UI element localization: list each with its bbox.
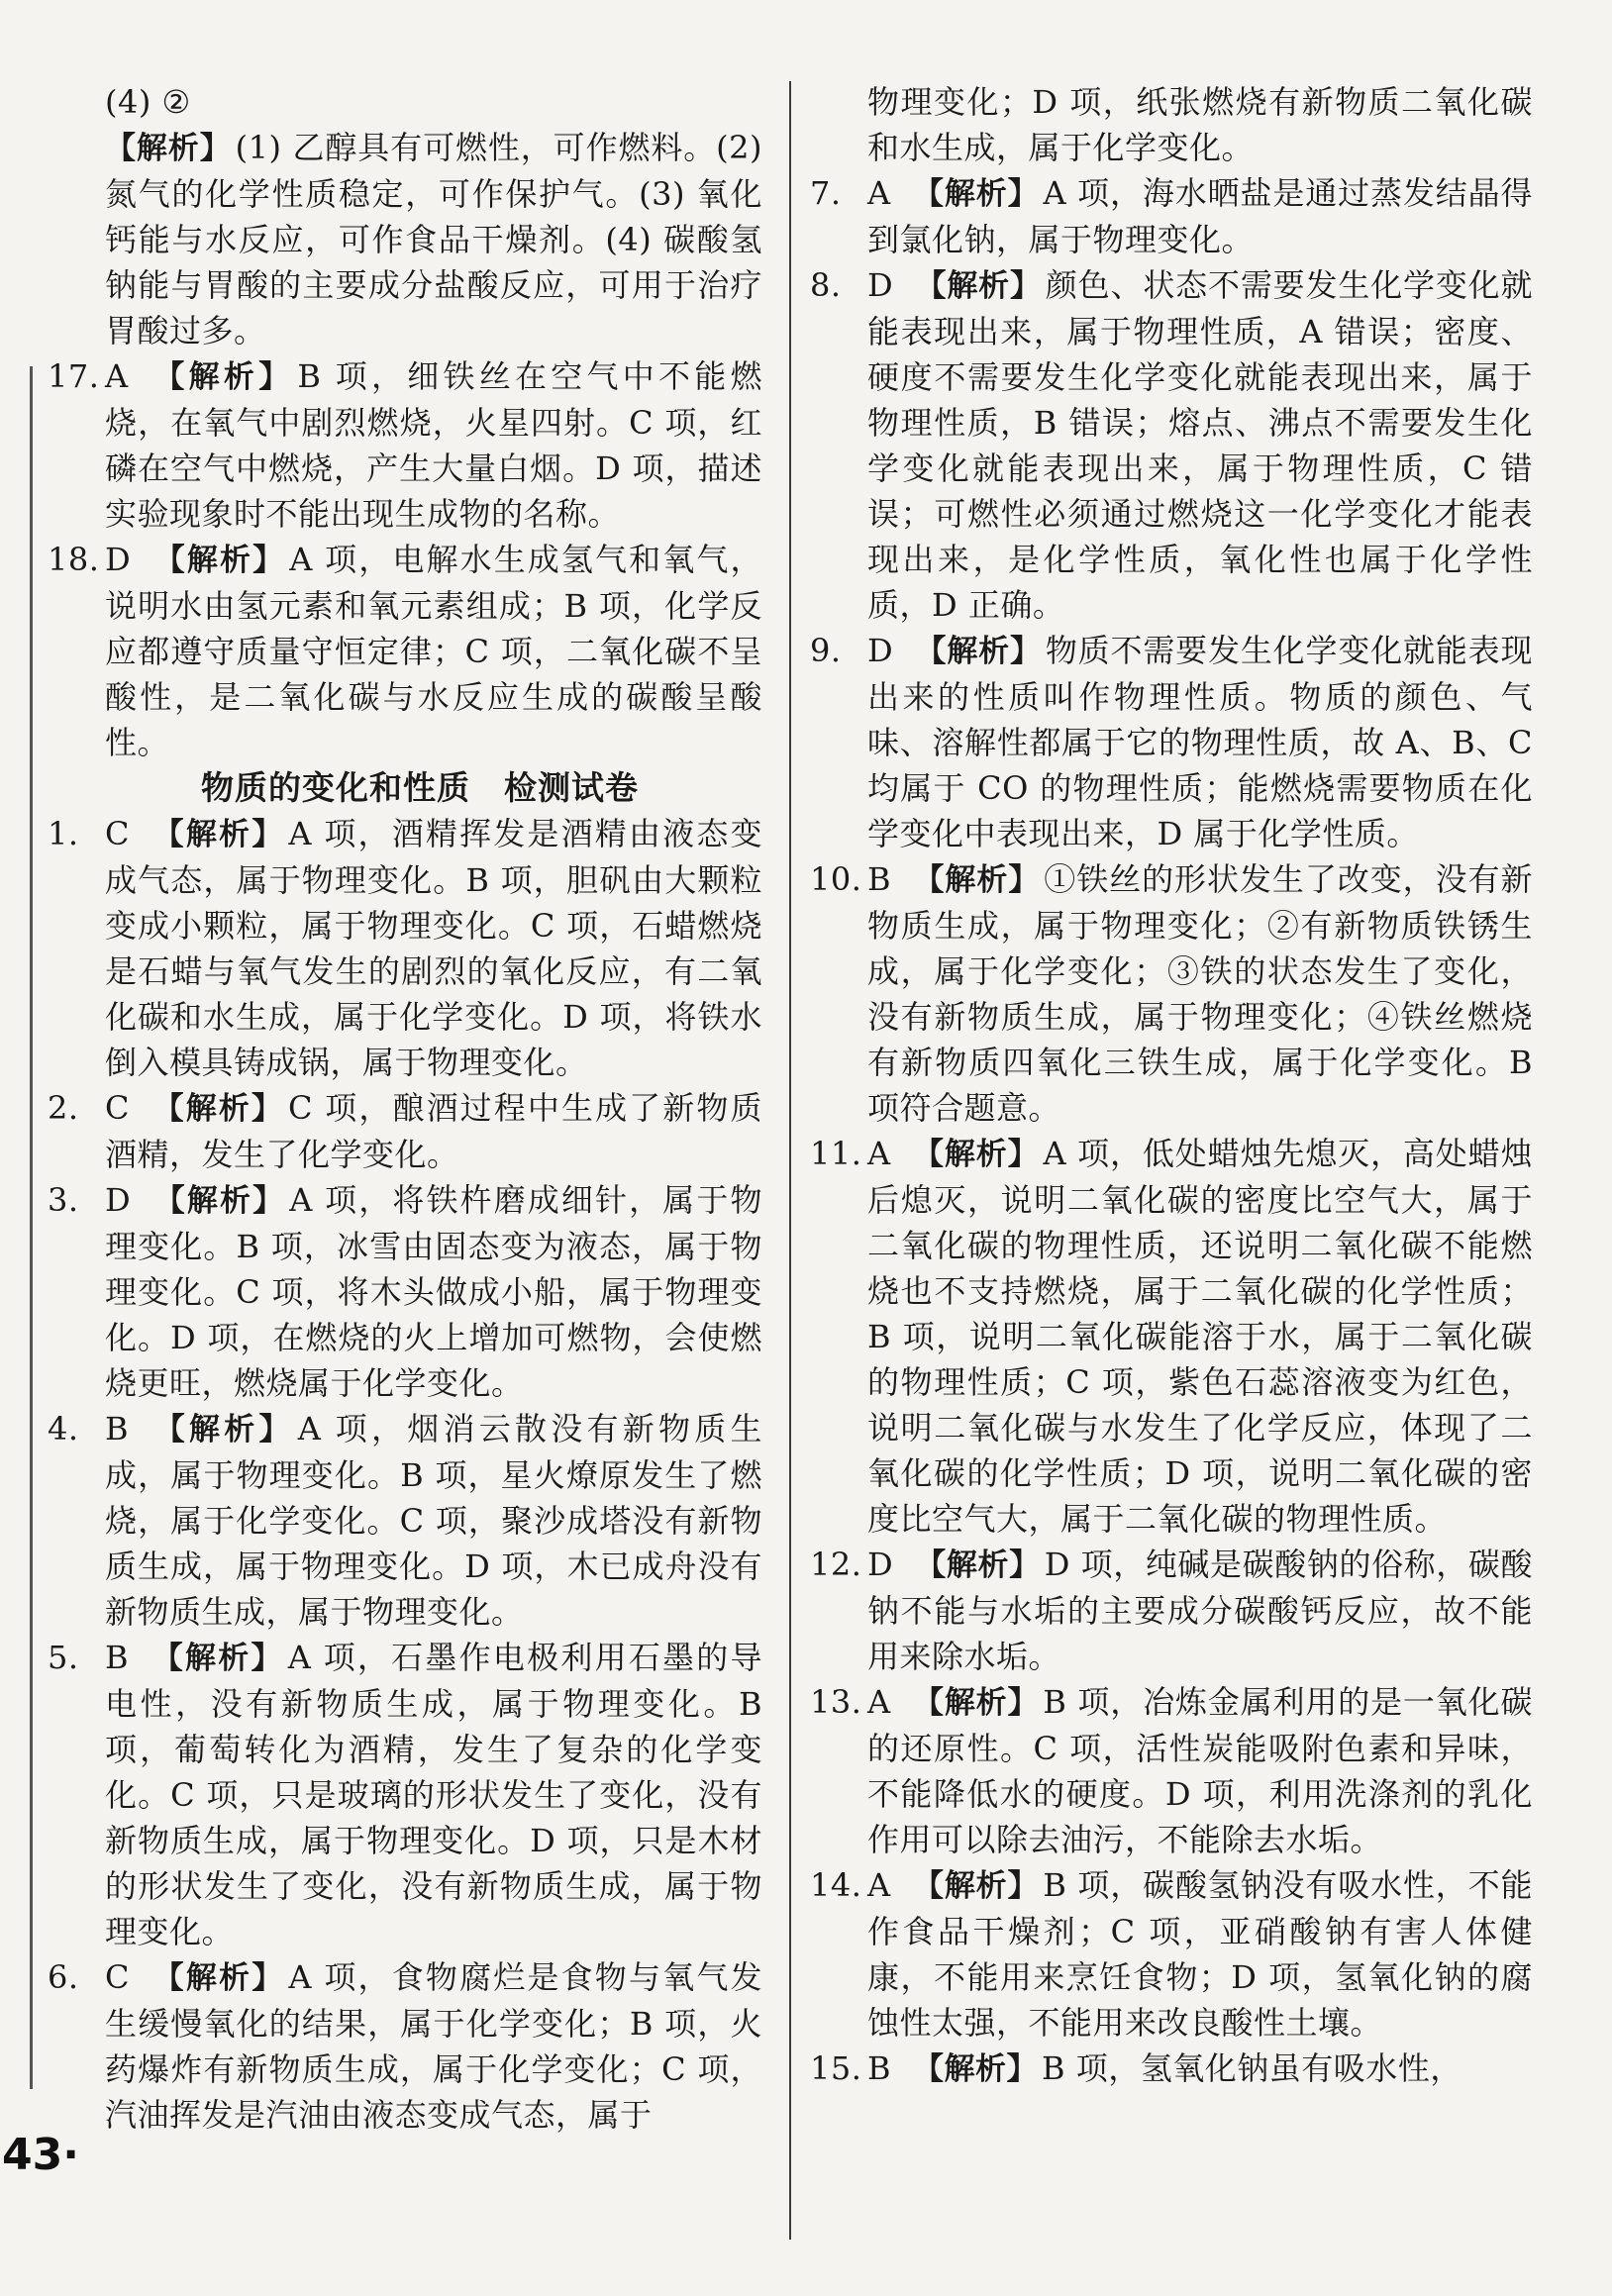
analysis-text: B 项，细铁丝在空气中不能燃烧，在氧气中剧烈燃烧，火星四射。C 项，红磷在空气中燃烧，产生大量白烟。D 项，描述实验现象时不能出现生成物的名称。	[105, 357, 762, 533]
analysis-tag: 【解析】	[151, 1960, 285, 1996]
analysis-tag: 【解析】	[913, 862, 1041, 898]
answer-entry-10	[810, 856, 1533, 1131]
analysis-text: A 项，海水晒盐是通过蒸发结晶得到氯化钠，属于物理变化。	[867, 174, 1533, 258]
analysis-tag: 【解析】	[105, 131, 232, 166]
answer-letter: A	[867, 1683, 891, 1721]
answer-entry-6	[48, 1954, 762, 2138]
analysis-tag: 【解析】	[151, 1641, 284, 1676]
answer-entry-1	[48, 811, 762, 1085]
question-number: 11.	[810, 1135, 862, 1172]
question-number: 13.	[810, 1683, 862, 1721]
answer-letter: A	[867, 174, 891, 212]
answer-entry-15	[810, 2046, 1533, 2092]
question-number: 5.	[48, 1639, 79, 1676]
page-number: 43·	[2, 2130, 79, 2180]
answer-letter: B	[105, 1639, 130, 1676]
analysis-text: 物理变化；D 项，纸张燃烧有新物质二氧化碳和水生成，属于化学变化。	[867, 83, 1533, 166]
analysis-text: 颜色、状态不需要发生化学变化就能表现出来，属于物理性质，A 错误；密度、硬度不需要发生化学变化就能表现出来，属于物理性质，B 错误；熔点、沸点不需要发生化学变化就能表现出来，属于物理性质，C 错误；可燃性必须通过燃烧这一化学变化才能表现出来，是化学性质，氧化性也属于化学性质，D 正确。	[867, 266, 1533, 624]
analysis-text: A 项，烟消云散没有新物质生成，属于物理变化。B 项，星火燎原发生了燃烧，属于化学变化。C 项，聚沙成塔没有新物质生成，属于物理变化。D 项，木已成舟没有新物质生成，属于物理变化。	[105, 1410, 762, 1631]
answer-entry-3	[48, 1177, 762, 1406]
answer-entry-16-continued	[48, 79, 762, 353]
answer-letter: C	[105, 1089, 130, 1127]
analysis-text: B 项，冶炼金属利用的是一氧化碳的还原性。C 项，活性炭能吸附色素和异味，不能降低水的硬度。D 项，利用洗涤剂的乳化作用可以除去油污，不能除去水垢。	[867, 1683, 1533, 1858]
answer-letter: D	[867, 266, 894, 304]
analysis-tag: 【解析】	[150, 359, 294, 395]
analysis-tag: 【解析】	[915, 1547, 1041, 1583]
question-number: 4.	[48, 1410, 79, 1447]
analysis-tag: 【解析】	[912, 1685, 1040, 1721]
question-number: 7.	[810, 174, 842, 212]
answer-entry-9	[810, 628, 1533, 856]
question-number: 18.	[48, 541, 100, 578]
question-number: 2.	[48, 1089, 79, 1127]
analysis-text: 物质不需要发生化学变化就能表现出来的性质叫作物理性质。物质的颜色、气味、溶解性都属于它的物理性质，故 A、B、C 均属于 CO 的物理性质；能燃烧需要物质在化学变化中表现出来，D 属于化学性质。	[867, 632, 1533, 852]
answer-entry-12	[810, 1542, 1533, 1679]
question-number: 3.	[48, 1181, 79, 1219]
analysis-text: (1) 乙醇具有可燃性，可作燃料。(2) 氮气的化学性质稳定，可作保护气。(3) 氧化钙能与水反应，可作食品干燥剂。(4) 碳酸氢钠能与胃酸的主要成分盐酸反应，可用于治疗胃酸过多。	[105, 129, 762, 349]
analysis-text: A 项，将铁杵磨成细针，属于物理变化。B 项，冰雪由固态变为液态，属于物理变化。C 项，将木头做成小船，属于物理变化。D 项，在燃烧的火上增加可燃物，会使燃烧更旺，燃烧属于化学变化。	[105, 1181, 762, 1402]
question-number: 12.	[810, 1546, 862, 1583]
question-number: 10.	[810, 860, 862, 898]
answer-letter: B	[105, 1410, 130, 1447]
analysis-text: A 项，石墨作电极利用石墨的导电性，没有新物质生成，属于物理变化。B 项，葡萄转化为酒精，发生了复杂的化学变化。C 项，只是玻璃的形状发生了变化，没有新物质生成，属于物理变化。D 项，只是木材的形状发生了变化，没有新物质生成，属于物理变化。	[105, 1639, 762, 1950]
answer-letter: D	[105, 541, 132, 578]
answer-entry-14	[810, 1862, 1533, 2046]
answer-letter: C	[105, 1958, 130, 1996]
answer-entry-7	[810, 170, 1533, 262]
answer-entry-8	[810, 262, 1533, 628]
analysis-text: A 项，低处蜡烛先熄灭，高处蜡烛后熄灭，说明二氧化碳的密度比空气大，属于二氧化碳的物理性质，还说明二氧化碳不能燃烧也不支持燃烧，属于二氧化碳的化学性质；B 项，说明二氧化碳能溶于水，属于二氧化碳的物理性质；C 项，紫色石蕊溶液变为红色，说明二氧化碳与水发生了化学反应，体现了二氧化碳的化学性质；D 项，说明二氧化碳的密度比空气大，属于二氧化碳的物理性质。	[867, 1135, 1533, 1538]
analysis-tag: 【解析】	[915, 634, 1042, 669]
analysis-tag: 【解析】	[151, 817, 285, 852]
answer-entry-2	[48, 1085, 762, 1177]
question-number: 17.	[48, 357, 100, 395]
answer-entry-5	[48, 1635, 762, 1954]
analysis-text: A 项，电解水生成氢气和氧气，说明水由氢元素和氧元素组成；B 项，化学反应都遵守质量守恒定律；C 项，二氧化碳不呈酸性，是二氧化碳与水反应生成的碳酸呈酸性。	[105, 541, 762, 761]
analysis-tag: 【解析】	[912, 1137, 1040, 1172]
answer-letter: A	[867, 1866, 891, 1904]
question-number: 6.	[48, 1958, 79, 1996]
right-column	[810, 79, 1533, 2092]
left-column	[48, 79, 762, 2138]
question-number: 14.	[810, 1866, 862, 1904]
analysis-text: A 项，酒精挥发是酒精由液态变成气态，属于物理变化。B 项，胆矾由大颗粒变成小颗粒，属于物理变化。C 项，石蜡燃烧是石蜡与氧气发生的剧烈的氧化反应，有二氧化碳和水生成，属于化学变化。D 项，将铁水倒入模具铸成锅，属于物理变化。	[105, 815, 762, 1081]
analysis-tag: 【解析】	[913, 2051, 1039, 2087]
analysis-tag: 【解析】	[915, 268, 1042, 304]
analysis-text: C 项，酿酒过程中生成了新物质酒精，发生了化学变化。	[105, 1089, 762, 1173]
analysis-tag: 【解析】	[151, 1091, 284, 1127]
question-number: 1.	[48, 815, 79, 852]
analysis-text: ①铁丝的形状发生了改变，没有新物质生成，属于物理变化；②有新物质铁锈生成，属于化学变化；③铁的状态发生了变化，没有新物质生成，属于物理变化；④铁丝燃烧有新物质四氧化三铁生成，属于化学变化。B 项符合题意。	[867, 860, 1533, 1127]
answer-entry-11	[810, 1131, 1533, 1542]
column-divider	[789, 81, 791, 2240]
answer-entry-17	[48, 353, 762, 537]
answer-entry-6-continued	[810, 79, 1533, 170]
analysis-text: B 项，氢氧化钠虽有吸水性，	[1042, 2049, 1462, 2087]
analysis-text: A 项，食物腐烂是食物与氧气发生缓慢氧化的结果，属于化学变化；B 项，火药爆炸有新物质生成，属于化学变化；C 项，汽油挥发是汽油由液态变成气态，属于	[105, 1958, 762, 2134]
answer-letter: D	[867, 632, 894, 669]
answer-letter: B	[867, 2049, 892, 2087]
answer-entry-13	[810, 1679, 1533, 1862]
answer-entry-4	[48, 1406, 762, 1635]
answer-letter: D	[105, 1181, 132, 1219]
analysis-text: D 项，纯碱是碳酸钠的俗称，碳酸钠不能与水垢的主要成分碳酸钙反应，故不能用来除水垢。	[867, 1546, 1533, 1675]
analysis-tag: 【解析】	[152, 1183, 286, 1219]
sub-answer-label: (4) ②	[105, 83, 191, 121]
margin-edge-mark	[30, 366, 33, 2089]
answer-letter: D	[867, 1546, 894, 1583]
analysis-text: B 项，碳酸氢钠没有吸水性，不能作食品干燥剂；C 项，亚硝酸钠有害人体健康，不能用来烹饪食物；D 项，氢氧化钠的腐蚀性太强，不能用来改良酸性土壤。	[867, 1866, 1533, 2042]
section-title: 物质的变化和性质 检测试卷	[201, 768, 639, 807]
analysis-tag: 【解析】	[151, 1412, 294, 1447]
answer-entry-18	[48, 537, 762, 765]
answer-letter: B	[867, 860, 892, 898]
question-number: 8.	[810, 266, 842, 304]
analysis-tag: 【解析】	[152, 543, 286, 578]
question-number: 9.	[810, 632, 842, 669]
answer-letter: C	[105, 815, 130, 852]
analysis-tag: 【解析】	[912, 176, 1040, 212]
analysis-tag: 【解析】	[912, 1868, 1040, 1904]
answer-letter: A	[105, 357, 129, 395]
question-number: 15.	[810, 2049, 862, 2087]
answer-letter: A	[867, 1135, 891, 1172]
